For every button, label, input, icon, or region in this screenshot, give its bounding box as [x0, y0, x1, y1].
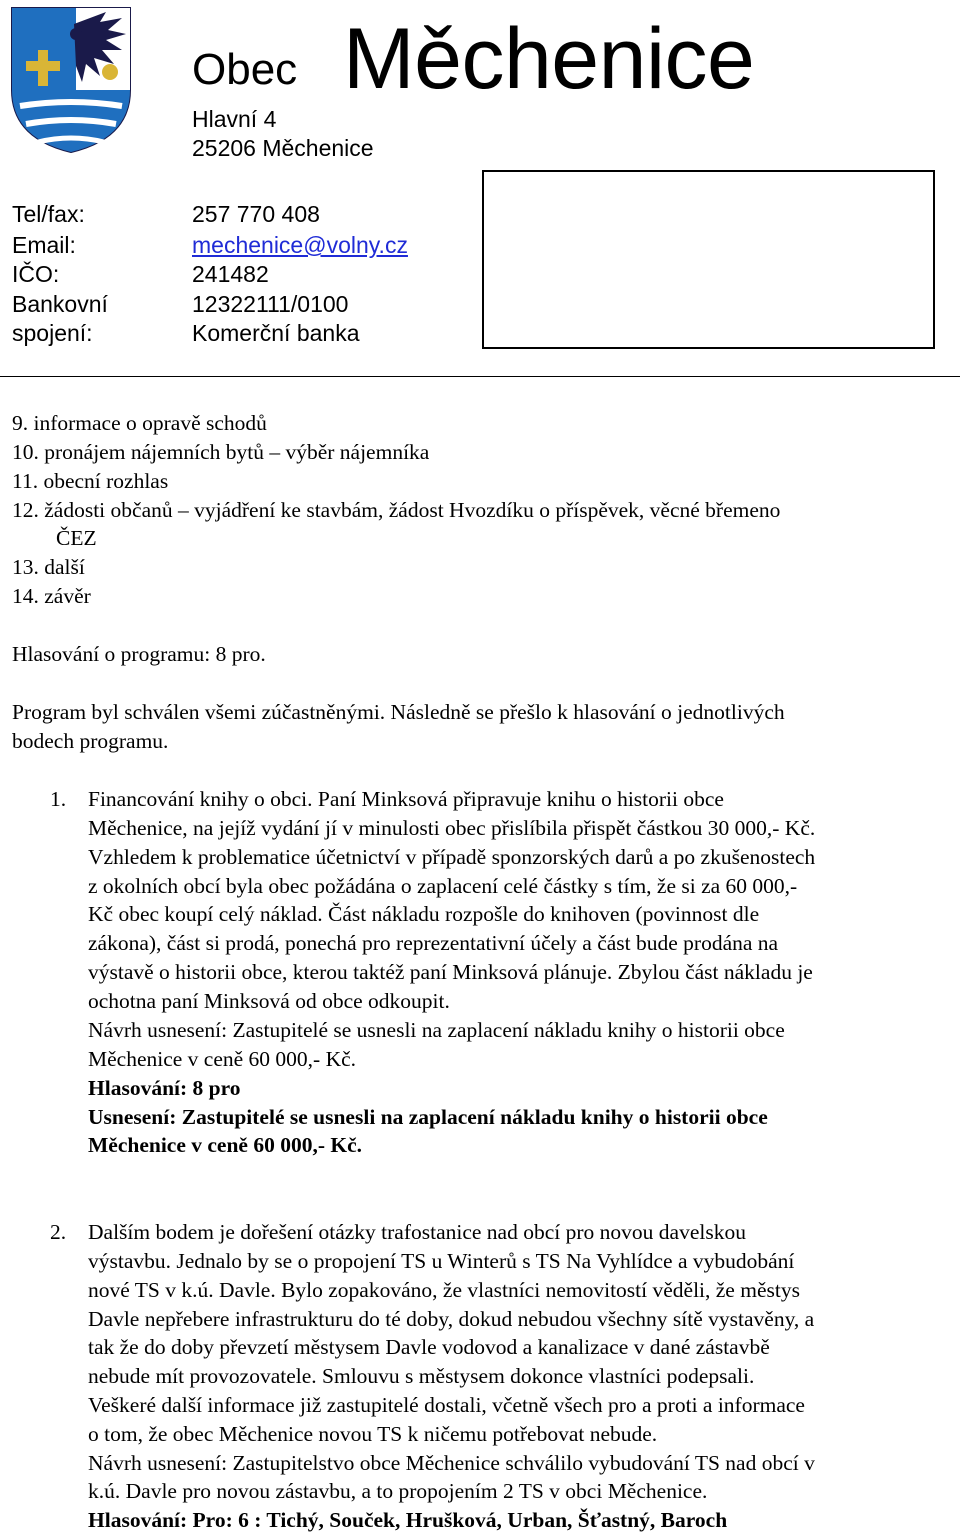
contact-label-telfax: Tel/fax: [12, 201, 85, 227]
item-1-line-5: Kč obec koupí celý náklad. Část nákladu rozpošle do knihoven (povinnost dle [88, 902, 760, 926]
agenda-item-12-cont: ČEZ [56, 526, 97, 550]
item-1-line-6: zákona), část si prodá, ponechá pro reprezentativní účely a část bude prodána na [88, 931, 779, 955]
contact-label-bank-1: Bankovní [12, 291, 108, 317]
item-2-vote: Hlasování: Pro: 6 : Tichý, Souček, Hrušková, Urban, Šťastný, Baroch [88, 1508, 728, 1532]
item-2-line-2: výstavbu. Jednalo by se o propojení TS u Winterů s TS Na Vyhlídce a vybudobání [88, 1249, 795, 1273]
item-2-line-4: Davle nepřebere infrastrukturu do té doby, dokud nebudou všechny sítě vystavěny, a [88, 1307, 815, 1331]
contact-value-telfax: 257 770 408 [192, 201, 320, 227]
approved-line-2: bodech programu. [12, 729, 169, 753]
header-municipality-name: Měchenice [343, 11, 755, 107]
item-1-resolution-1: Usnesení: Zastupitelé se usnesli na zaplacení nákladu knihy o historii obce [88, 1105, 768, 1129]
contact-value-email [192, 231, 408, 259]
contact-label-bank-2: spojení: [12, 320, 93, 346]
header-address-city: 25206 Měchenice [192, 135, 374, 161]
item-1-line-4: z okolních obcí byla obec požádána o zaplacení celé částky s tím, že si za 60 000,- [88, 874, 798, 898]
item-2-line-5: tak že do doby převzetí městysem Davle vodovod a kanalizace v dané zástavbě [88, 1335, 770, 1359]
item-1-line-7: výstavě o historii obce, kterou taktéž paní Minksová plánuje. Zbylou část nákladu je [88, 960, 813, 984]
agenda-item-14: 14. závěr [12, 584, 91, 608]
agenda-item-10: 10. pronájem nájemních bytů – výběr nájemníka [12, 440, 430, 464]
item-1-line-8: ochotna paní Minksová od obce odkoupit. [88, 989, 450, 1013]
item-2-line-7: Veškeré další informace již zastupitelé dostali, včetně všech pro a proti a informace [88, 1393, 805, 1417]
coat-of-arms-icon [10, 6, 132, 154]
agenda-item-9: 9. informace o opravě schodů [12, 411, 267, 435]
item-number: 1. [50, 787, 67, 811]
contact-label-email: Email: [12, 232, 76, 258]
item-2-line-8: o tom, že obec Měchenice novou TS k ničemu potřebovat nebude. [88, 1422, 658, 1446]
item-2-line-10: k.ú. Davle pro novou zástavbu, a to propojením 2 TS v obci Měchenice. [88, 1479, 708, 1503]
header-divider [0, 376, 960, 377]
agenda-item-11: 11. obecní rozhlas [12, 469, 169, 493]
empty-frame [482, 170, 935, 349]
item-2-line-1: Dalším bodem je dořešení otázky trafostanice nad obcí pro novou davelskou [88, 1220, 746, 1244]
vote-program: Hlasování o programu: 8 pro. [12, 642, 266, 666]
item-1-line-2: Měchenice, na jejíž vydání jí v minulosti obec přislíbila přispět částkou 30 000,- Kč. [88, 816, 816, 840]
contact-value-ico: 241482 [192, 261, 269, 287]
item-2-line-6: nebude mít provozovatele. Smlouvu s městysem dokonce vlastníci podepsali. [88, 1364, 755, 1388]
approved-line-1: Program byl schválen všemi zúčastněnými. Následně se přešlo k hlasování o jednotlivých [12, 700, 785, 724]
agenda-item-12: 12. žádosti občanů – vyjádření ke stavbám, žádost Hvozdíku o příspěvek, věcné břemeno [12, 498, 781, 522]
item-2-line-9: Návrh usnesení: Zastupitelstvo obce Měchenice schválilo vybudování TS nad obcí v [88, 1451, 815, 1475]
item-1-vote: Hlasování: 8 pro [88, 1076, 241, 1100]
item-1-resolution-2: Měchenice v ceně 60 000,- Kč. [88, 1133, 363, 1157]
item-1-line-10: Měchenice v ceně 60 000,- Kč. [88, 1047, 357, 1071]
item-1-line-9: Návrh usnesení: Zastupitelé se usnesli na zaplacení nákladu knihy o historii obce [88, 1018, 785, 1042]
item-number: 2. [50, 1220, 67, 1244]
item-1-line-1: Financování knihy o obci. Paní Minksová připravuje knihu o historii obce [88, 787, 724, 811]
contact-value-bank-account: 12322111/0100 [192, 291, 349, 317]
email-link[interactable]: mechenice@volny.cz [192, 232, 408, 258]
header-address-street: Hlavní 4 [192, 106, 277, 132]
contact-value-bank-name: Komerční banka [192, 320, 360, 346]
item-2-line-3: nové TS v k.ú. Davle. Bylo zopakováno, že vlastníci nemovitostí věděli, že městys [88, 1278, 800, 1302]
item-1-line-3: Vzhledem k problematice účetnictví v případě sponzorských darů a po zkušenostech [88, 845, 816, 869]
agenda-item-13: 13. další [12, 555, 85, 579]
contact-label-ico: IČO: [12, 261, 60, 287]
header-obec: Obec [192, 45, 298, 94]
